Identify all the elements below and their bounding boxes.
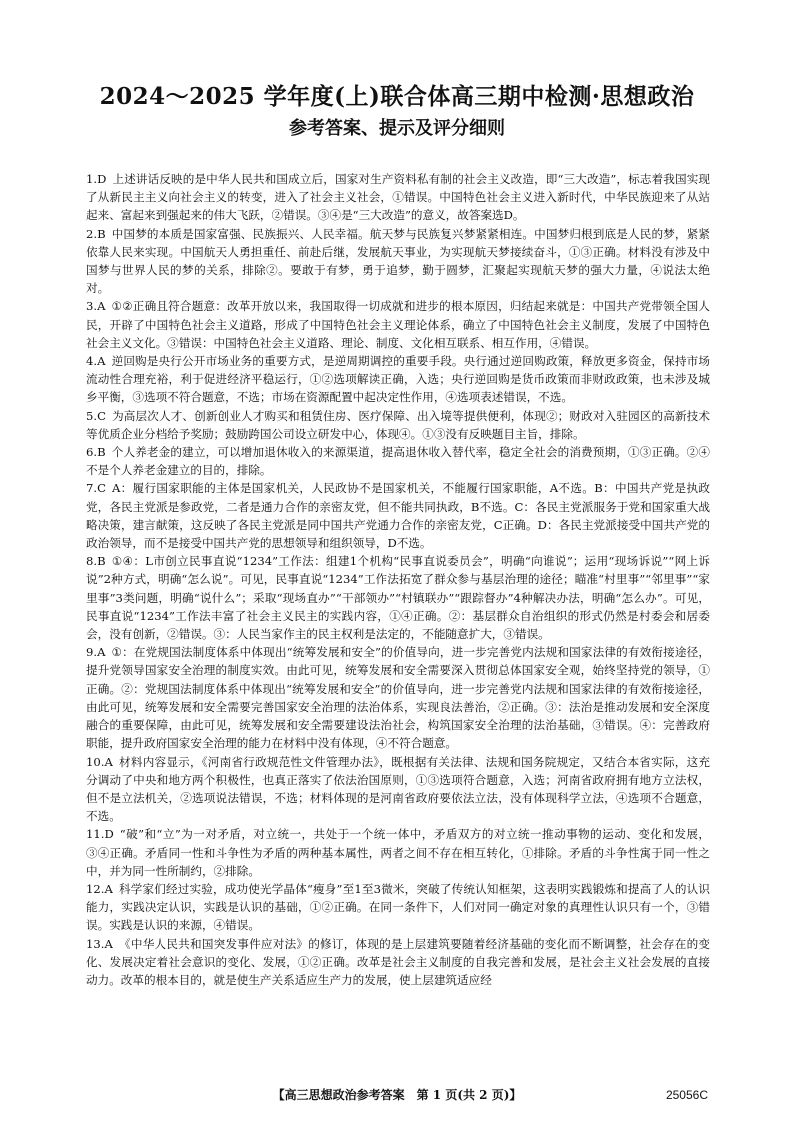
answer-letter: B — [97, 554, 106, 569]
page-subtitle: 参考答案、提示及评分细则 — [289, 118, 505, 139]
answer-letter: A — [97, 354, 106, 369]
question-number: 2. — [86, 226, 98, 241]
answer-item — [86, 552, 710, 643]
explanation-text: 《中华人民共和国突发事件应对法》的修订，体现的是上层建筑要随着经济基础的变化而不断调整，社会存在的变化、发展决定着社会意识的变化、发展，①②正确。改革是社会主义制度的自我完善和发展，是社会主义社会发展的直接动力。改革的根本目的，就是使生产关系适应生产力的发展，使上层建筑适应经 — [86, 936, 710, 987]
question-number: 4. — [86, 354, 98, 369]
answer-item — [86, 352, 710, 407]
answer-letter: B — [97, 226, 106, 241]
explanation-text: 逆回购是央行公开市场业务的重要方式，是逆周期调控的重要手段。央行通过逆回购政策，释放更多资金，保持市场流动性合理充裕，利于促进经济平稳运行，①②选项解读正确，入选；央行逆回购是货币政策而非财政政策，也未涉及城乡平衡，③选项不符合题意，不选；市场在资源配置中起决定性作用，④选项表述错误，不选。 — [86, 354, 710, 405]
answer-letter: C — [97, 481, 106, 496]
explanation-text: ①：在党规国法制度体系中体现出“统筹发展和安全”的价值导向，进一步完善党内法规和国家法律的有效衔接途径，提升党领导国家安全治理的制度实效。由此可见，统筹发展和安全需要深入贯彻总体国家安全观，始终坚持党的领导，①正确。②：党规国法制度体系中体现出“统筹发展和安全”的价值导向，进一步完善党内法规和国家法律的有效衔接途径，由此可见，统筹发展和安全需要完善国家安全治理的法治体系，实现良法善治，②正确。③：法治是推动发展和安全深度融合的重要保障，由此可见，统筹发展和安全需要建设法治社会，构筑国家安全治理的法治基础，③错误。④：完善政府职能，提升政府国家安全治理的能力在材料中没有体现，④不符合题意。 — [86, 645, 710, 751]
question-number: 10. — [86, 754, 105, 769]
footer-doc-code: 25056C — [665, 1088, 708, 1102]
answer-letter: D — [97, 172, 107, 186]
question-number: 11. — [86, 827, 105, 842]
answer-letter: A — [104, 881, 113, 896]
answer-letter: A — [104, 754, 113, 769]
explanation-text: 中国梦的本质是国家富强、民族振兴、人民幸福。航天梦与民族复兴梦紧紧相连。中国梦归根到底是人民的梦，紧紧依靠人民来实现。中国航天人勇担重任、前赴后继，发展航天事业，为实现航天梦接续奋斗，①③正确。材料没有涉及中国梦与世界人民的梦的关系，排除②。要敢于有梦，勇于追梦，勤于圆梦，汇聚起实现航天梦的强大力量，④说法太绝对。 — [86, 226, 710, 296]
question-number: 13. — [86, 936, 105, 951]
answer-item — [86, 753, 710, 826]
page-footer — [0, 1085, 794, 1105]
explanation-text: ①②正确且符合题意：改革开放以来，我国取得一切成就和进步的根本原因，归结起来就是：中国共产党带领全国人民，开辟了中国特色社会主义道路，形成了中国特色社会主义理论体系，确立了中国特色社会主义制度，发展了中国特色社会主义文化。③错误：中国特色社会主义道路、理论、制度、文化相互联系、相互作用，④错误。 — [86, 299, 710, 350]
question-number: 5. — [86, 408, 98, 423]
answer-item — [86, 297, 710, 352]
footer-page-info: 【高三思想政治参考答案 第 1 页(共 2 页)】 — [272, 1088, 522, 1102]
explanation-text: 上述讲话反映的是中华人民共和国成立后，国家对生产资料私有制的社会主义改造，即“三大改造”，标志着我国实现了从新民主主义向社会主义的转变，进入了社会主义社会，①错误。中国特色社会主义进入新时代，中华民族迎来了从站起来、富起来到强起来的伟大飞跃，②错误。③④是“三大改造”的意义，故答案选D。 — [86, 172, 710, 223]
question-number: 12. — [86, 881, 105, 896]
answer-letter: C — [97, 408, 106, 423]
question-number: 3. — [86, 299, 98, 314]
answer-item — [86, 825, 710, 880]
answer-list — [86, 170, 710, 989]
question-number: 9. — [86, 645, 98, 660]
answer-item — [86, 479, 710, 552]
question-number: 6. — [86, 445, 98, 460]
explanation-text: A：履行国家职能的主体是国家机关，人民政协不是国家机关，不能履行国家职能，A不选。B：中国共产党是执政党，各民主党派是参政党，二者是通力合作的亲密友党，但不能共同执政，B不选。C：各民主党派服务于党和国家重大战略决策，建言献策，这反映了各民主党派是同中国共产党通力合作的亲密友党，C正确。D：各民主党派接受中国共产党的政治领导，而不是接受中国共产党的思想领导和组织领导，D不选。 — [86, 481, 710, 551]
answer-item — [86, 443, 710, 479]
answer-letter: B — [97, 445, 106, 460]
explanation-text: 为高层次人才、创新创业人才购买和租赁住房、医疗保障、出入境等提供便利，体现②；财政对入驻园区的高新技术等优质企业分档给予奖励；鼓励跨国公司设立研发中心，体现④。①③没有反映题目主旨，排除。 — [86, 408, 710, 441]
page-title: 2024～2025 学年度(上)联合体高三期中检测·思想政治 — [99, 83, 695, 110]
explanation-text: 科学家们经过实验，成功使光学晶体“瘦身”至1至3微米，突破了传统认知框架，这表明实践锻炼和提高了人的认识能力，实践决定认识，实践是认识的基础，①②正确。在同一条件下，人们对同一确定对象的真理性认识只有一个，③错误。实践是认识的来源，④错误。 — [86, 881, 710, 933]
answer-letter: A — [104, 936, 113, 951]
answer-item — [86, 170, 710, 225]
answer-letter: A — [97, 645, 106, 660]
explanation-text: 材料内容显示，《河南省行政规范性文件管理办法》，既根据有关法律、法规和国务院规定，又结合本省实际，这充分调动了中央和地方两个积极性，也真正落实了依法治国原则，①③选项符合题意，入选；河南省政府拥有地方立法权，但不是立法机关，②选项说法错误，不选；材料体现的是河南省政府要依法立法，没有体现科学立法，④选项不合题意，不选。 — [86, 754, 710, 824]
answer-item — [86, 935, 710, 990]
answer-item — [86, 225, 710, 298]
explanation-text: 个人养老金的建立，可以增加退休收入的来源渠道，提高退休收入替代率，稳定全社会的消费预期，①③正确。②④不是个人养老金建立的目的，排除。 — [86, 445, 710, 478]
question-number: 1. — [86, 172, 98, 186]
question-number: 7. — [86, 481, 98, 496]
answer-item — [86, 880, 710, 935]
answer-letter: D — [104, 827, 114, 842]
explanation-text: “破”和“立”为一对矛盾，对立统一，共处于一个统一体中，矛盾双方的对立统一推动事物的运动、变化和发展，③④正确。矛盾同一性和斗争性为矛盾的两种基本属性，两者之间不存在相互转化，①排除。矛盾的斗争性寓于同一性之中，并为同一性所制约，②排除。 — [86, 827, 710, 878]
answer-item — [86, 643, 710, 752]
answer-item — [86, 407, 710, 443]
explanation-text: ①④：L市创立民事直说“1234”工作法：组建1个机构“民事直说委员会”，明确“向谁说”；运用“现场诉说”“网上诉说”2种方式，明确“怎么说”。可见，民事直说“1234”工作法拓宽了群众参与基层治理的途径；瞄准“村里事”“邻里事”“家里事”3类问题，明确“说什么”；采取“现场直办”“干部领办”“村镇联办”“跟踪督办”4种解决办法，明确“怎么办”。可见，民事直说“1234”工作法丰富了社会主义民主的实践内容，①④正确。②：基层群众自治组织的形式仍然是村委会和居委会，没有创新，②错误。③：人民当家作主的民主权利是法定的，不能随意扩大，③错误。 — [86, 554, 710, 642]
question-number: 8. — [86, 554, 98, 569]
answer-letter: A — [97, 299, 106, 314]
